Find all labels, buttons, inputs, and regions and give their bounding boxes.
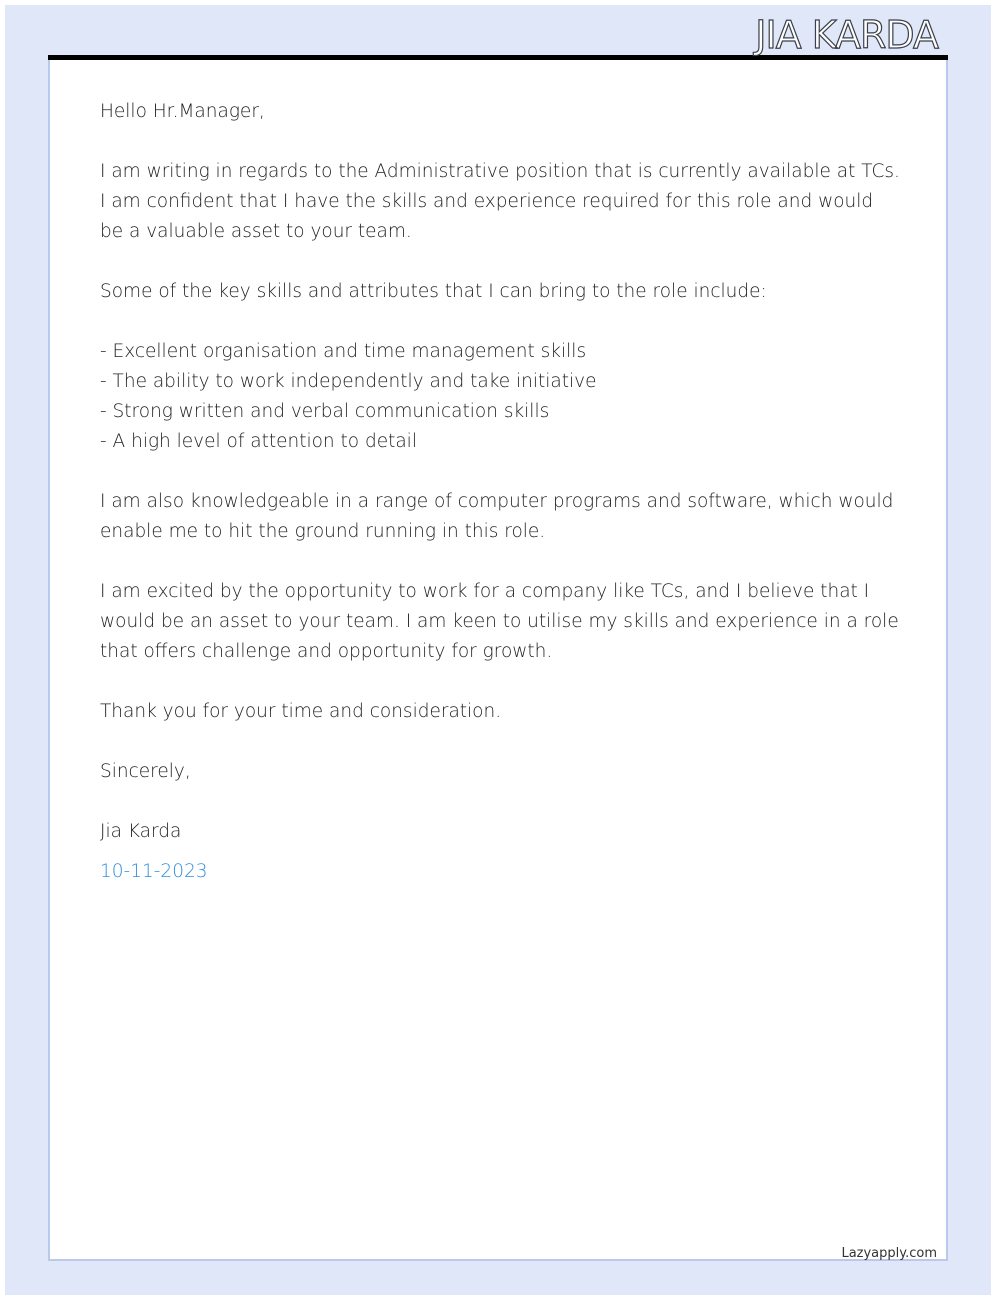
greeting: Hello Hr.Manager, <box>100 101 265 122</box>
motivation-paragraph: I am excited by the opportunity to work for a company like TCs, and I believe that I would be an asset to your team. I am keen to utilise my skills and experience in a role that offers challenge and opportunity for growth. <box>100 581 899 662</box>
thanks-paragraph: Thank you for your time and consideration. <box>100 701 502 722</box>
skills-intro-paragraph: Some of the key skills and attributes that I can bring to the role include: <box>100 281 767 302</box>
intro-paragraph: I am writing in regards to the Administrative position that is currently available at TCs. I am confident that I have the skills and experience required for this role and would be a valuable asset to your team. <box>100 161 900 242</box>
skills-list-item: - The ability to work independently and take initiative <box>100 371 597 392</box>
letter-date: 10-11-2023 <box>100 861 208 882</box>
skills-list-item: - Strong written and verbal communication skills <box>100 401 550 422</box>
signature: Jia Karda <box>100 821 182 842</box>
applicant-name-header: JIA KARDA <box>755 13 938 57</box>
footer-brand: Lazyapply.com <box>841 1246 937 1261</box>
skills-list-item: - Excellent organisation and time management skills <box>100 341 587 362</box>
closing: Sincerely, <box>100 761 191 782</box>
skills-list-item: - A high level of attention to detail <box>100 431 417 452</box>
software-paragraph: I am also knowledgeable in a range of computer programs and software, which would enable me to hit the ground running in this role. <box>100 491 894 542</box>
cover-letter-body <box>100 97 900 917</box>
skills-list <box>100 337 900 457</box>
